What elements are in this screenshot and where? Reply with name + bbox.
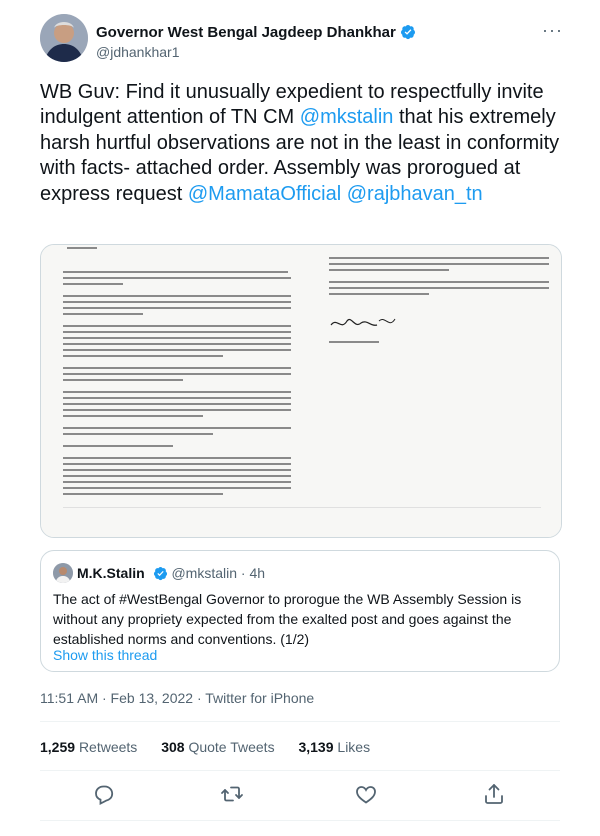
divider [40,820,560,821]
mention-mkstalin[interactable]: @mkstalin [299,106,394,129]
like-icon[interactable] [354,782,380,808]
quoted-author-name[interactable]: M.K.Stalin [77,565,145,581]
attached-document-image[interactable] [40,244,562,538]
author-avatar[interactable] [40,14,88,62]
tweet-timestamp[interactable]: 11:51 AM · Feb 13, 2022 · Twitter for iPhone [40,690,315,706]
retweets-stat[interactable]: 1,259 Retweets [40,739,138,755]
divider [40,770,560,771]
mention-rajbhavan-tn[interactable]: @rajbhavan_tn [346,182,483,205]
retweet-icon[interactable] [220,782,246,808]
quoted-handle-time[interactable]: @mkstalin · 4h [171,565,266,581]
share-icon[interactable] [482,782,508,808]
action-bar [40,778,560,812]
more-options-icon[interactable]: ··· [542,20,563,40]
document-scan [41,245,561,537]
divider [40,721,560,722]
quoted-header [77,565,265,581]
engagement-stats [40,739,390,755]
reply-icon[interactable] [92,782,118,808]
verified-badge-icon [153,566,168,581]
quote-tweets-stat[interactable]: 308 Quote Tweets [161,739,275,755]
quoted-tweet[interactable] [40,550,560,672]
verified-badge-icon [400,24,416,40]
likes-stat[interactable]: 3,139 Likes [298,739,371,755]
author-handle[interactable]: @jdhankhar1 [96,44,180,60]
tweet-text: WB Guv: Find it unusually expedient to respectfully invite indulgent attention of TN CM @mkstalin that his extremely harsh hurtful observations are not in the least in conformity with facts- attached order. Assembly was prorogued at express request @MamataOfficial @rajbhavan_tn [40,81,560,205]
quoted-text: The act of #WestBengal Governor to prorogue the WB Assembly Session is without any propriety expected from the exalted post and goes against the established norms and conventions. (1/2) [53,591,522,647]
tweet-header [0,0,600,76]
mention-mamataofficial[interactable]: @MamataOfficial [187,182,342,205]
quoted-author-avatar[interactable] [53,563,73,583]
author-name[interactable]: Governor West Bengal Jagdeep Dhankhar [96,24,416,41]
show-thread-link[interactable]: Show this thread [53,647,158,663]
